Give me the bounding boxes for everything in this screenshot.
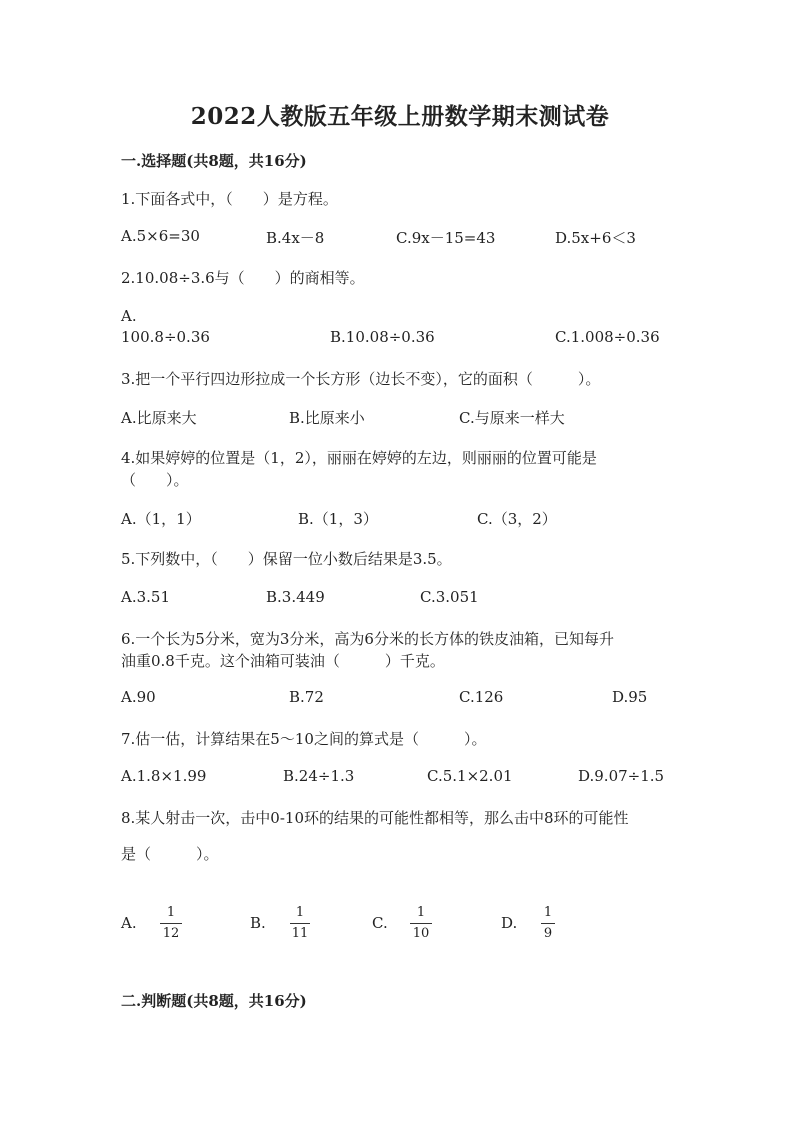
q1-option-b[interactable]: B.4x－8 — [266, 229, 325, 247]
q5-option-c[interactable]: C.3.051 — [420, 588, 479, 606]
q5-option-b[interactable]: B.3.449 — [266, 588, 325, 606]
question-4-stem-line2: （ ）。 — [121, 471, 189, 489]
q7-option-b[interactable]: B.24÷1.3 — [283, 767, 355, 785]
fraction-numerator: 1 — [295, 905, 305, 920]
q1-option-d[interactable]: D.5x+6＜3 — [555, 229, 636, 247]
q6-option-d[interactable]: D.95 — [612, 688, 648, 706]
fraction-numerator: 1 — [166, 905, 176, 920]
fraction-denominator: 10 — [412, 926, 430, 941]
q2-option-a[interactable]: 100.8÷0.36 — [121, 328, 210, 346]
section-heading-choice: 一.选择题(共8题，共16分) — [121, 152, 307, 170]
question-1-stem: 1.下面各式中，（ ）是方程。 — [121, 190, 338, 208]
question-5-stem: 5.下列数中，（ ）保留一位小数后结果是3.5。 — [121, 550, 452, 568]
q2-option-c[interactable]: C.1.008÷0.36 — [555, 328, 660, 346]
q8-option-c-letter[interactable]: C. — [372, 914, 388, 932]
fraction-denominator: 9 — [543, 926, 553, 941]
fraction-bar — [160, 923, 182, 924]
fraction-numerator: 1 — [543, 905, 553, 920]
q8-option-a-letter[interactable]: A. — [121, 914, 137, 932]
fraction-bar — [541, 923, 555, 924]
q8-option-d-letter[interactable]: D. — [501, 914, 518, 932]
question-3-stem: 3.把一个平行四边形拉成一个长方形（边长不变），它的面积（ ）。 — [121, 370, 601, 388]
q2-option-b[interactable]: B.10.08÷0.36 — [330, 328, 435, 346]
page-title: 2022人教版五年级上册数学期末测试卷 — [190, 103, 610, 130]
q7-option-a[interactable]: A.1.8×1.99 — [121, 767, 207, 785]
q4-option-b[interactable]: B.（1，3） — [298, 510, 378, 528]
q4-option-c[interactable]: C.（3，2） — [477, 510, 557, 528]
question-4-stem-line1: 4.如果婷婷的位置是（1，2），丽丽在婷婷的左边，则丽丽的位置可能是 — [121, 449, 597, 467]
q3-option-a[interactable]: A.比原来大 — [121, 409, 197, 427]
fraction-bar — [410, 923, 432, 924]
q8-option-c-fraction[interactable] — [410, 905, 432, 942]
q3-option-b[interactable]: B.比原来小 — [289, 409, 365, 427]
q7-option-c[interactable]: C.5.1×2.01 — [427, 767, 513, 785]
q6-option-b[interactable]: B.72 — [289, 688, 324, 706]
question-2-stem: 2.10.08÷3.6与（ ）的商相等。 — [121, 269, 365, 287]
fraction-numerator: 1 — [416, 905, 426, 920]
q3-option-c[interactable]: C.与原来一样大 — [459, 409, 565, 427]
q1-option-c[interactable]: C.9x－15=43 — [396, 229, 496, 247]
question-6-stem-line2: 油重0.8千克。这个油箱可装油（ ）千克。 — [121, 652, 445, 670]
q8-option-b-fraction[interactable] — [290, 905, 310, 942]
q2-option-a-letter[interactable]: A. — [121, 307, 137, 325]
question-7-stem: 7.估一估，计算结果在5～10之间的算式是（ ）。 — [121, 730, 487, 748]
question-6-stem-line1: 6.一个长为5分米，宽为3分米，高为6分米的长方体的铁皮油箱，已知每升 — [121, 630, 614, 648]
section-heading-judgment: 二.判断题(共8题，共16分) — [121, 992, 307, 1010]
q8-option-a-fraction[interactable] — [160, 905, 182, 942]
question-8-stem-line2: 是（ ）。 — [121, 845, 219, 863]
q1-option-a[interactable]: A.5×6=30 — [121, 227, 200, 245]
fraction-bar — [290, 923, 310, 924]
q6-option-a[interactable]: A.90 — [121, 688, 156, 706]
q8-option-d-fraction[interactable] — [541, 905, 555, 942]
fraction-denominator: 12 — [162, 926, 180, 941]
q7-option-d[interactable]: D.9.07÷1.5 — [578, 767, 665, 785]
q5-option-a[interactable]: A.3.51 — [121, 588, 170, 606]
q6-option-c[interactable]: C.126 — [459, 688, 504, 706]
question-8-stem-line1: 8.某人射击一次，击中0-10环的结果的可能性都相等，那么击中8环的可能性 — [121, 809, 629, 827]
fraction-denominator: 11 — [291, 926, 309, 941]
q4-option-a[interactable]: A.（1，1） — [121, 510, 201, 528]
q8-option-b-letter[interactable]: B. — [250, 914, 266, 932]
